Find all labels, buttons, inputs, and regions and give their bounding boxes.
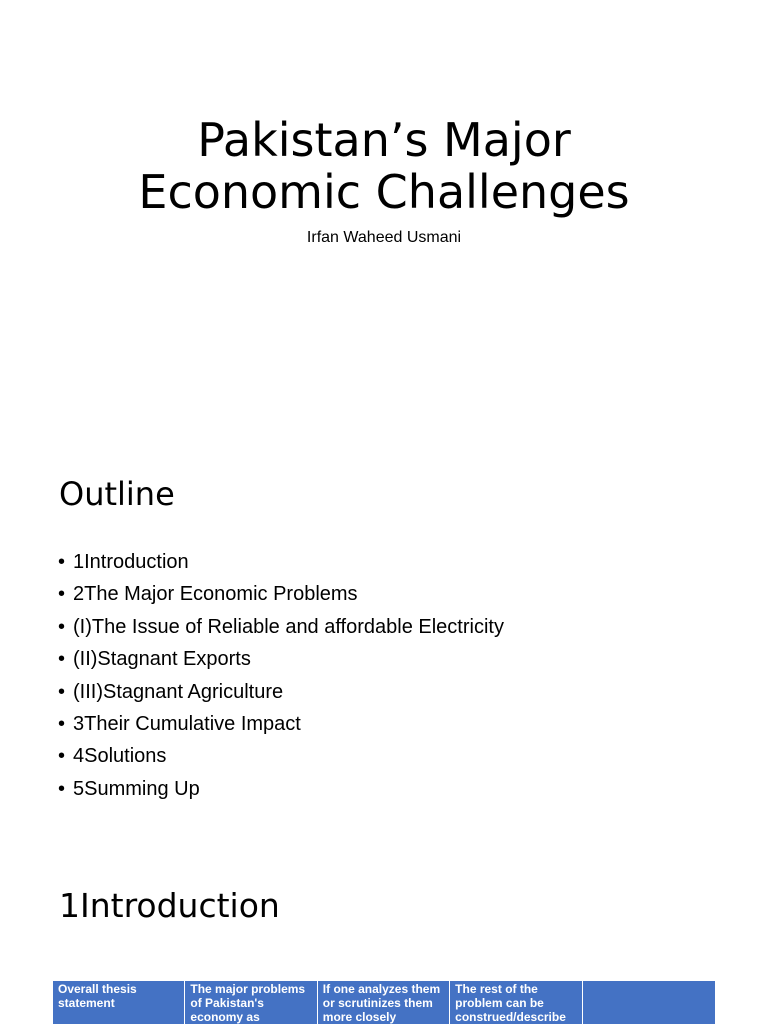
introduction-heading: 1Introduction (59, 886, 280, 925)
author-name: Irfan Waheed Usmani (306, 229, 462, 246)
table-header-cell: The major problems of Pakistan's economy as (185, 981, 317, 1024)
title-line-1: Pakistan’s Major (197, 113, 571, 167)
bullet-icon: • (58, 745, 66, 768)
bullet-icon: • (58, 551, 66, 573)
list-item: • (I)The Issue of Reliable and affordable Electricity (58, 611, 504, 643)
list-item: • 2The Major Economic Problems (58, 578, 504, 610)
list-item: • 5Summing Up (58, 773, 504, 805)
bullet-icon: • (58, 680, 66, 703)
bullet-icon: • (58, 615, 66, 638)
list-item: • 1Introduction (58, 546, 504, 578)
table-header-cell (583, 981, 715, 1024)
bullet-icon: • (58, 712, 66, 735)
bullet-icon: • (58, 583, 66, 606)
title-line-2: Economic Challenges (138, 165, 630, 219)
list-item: • 3Their Cumulative Impact (58, 708, 504, 740)
bullet-icon: • (58, 648, 66, 671)
bullet-icon: • (58, 777, 66, 800)
list-item: • (III)Stagnant Agriculture (58, 676, 504, 708)
list-item: • (II)Stagnant Exports (58, 643, 504, 675)
list-item: • 4Solutions (58, 740, 504, 772)
outline-heading: Outline (59, 475, 175, 513)
table-header-cell: The rest of the problem can be construed/describe (450, 981, 582, 1024)
table-header-cell: If one analyzes them or scrutinizes them more closely (318, 981, 450, 1024)
outline-list (58, 546, 504, 805)
table-header-row (53, 981, 715, 1024)
table-header-cell: Overall thesis statement (53, 981, 185, 1024)
slide-title (0, 114, 768, 218)
